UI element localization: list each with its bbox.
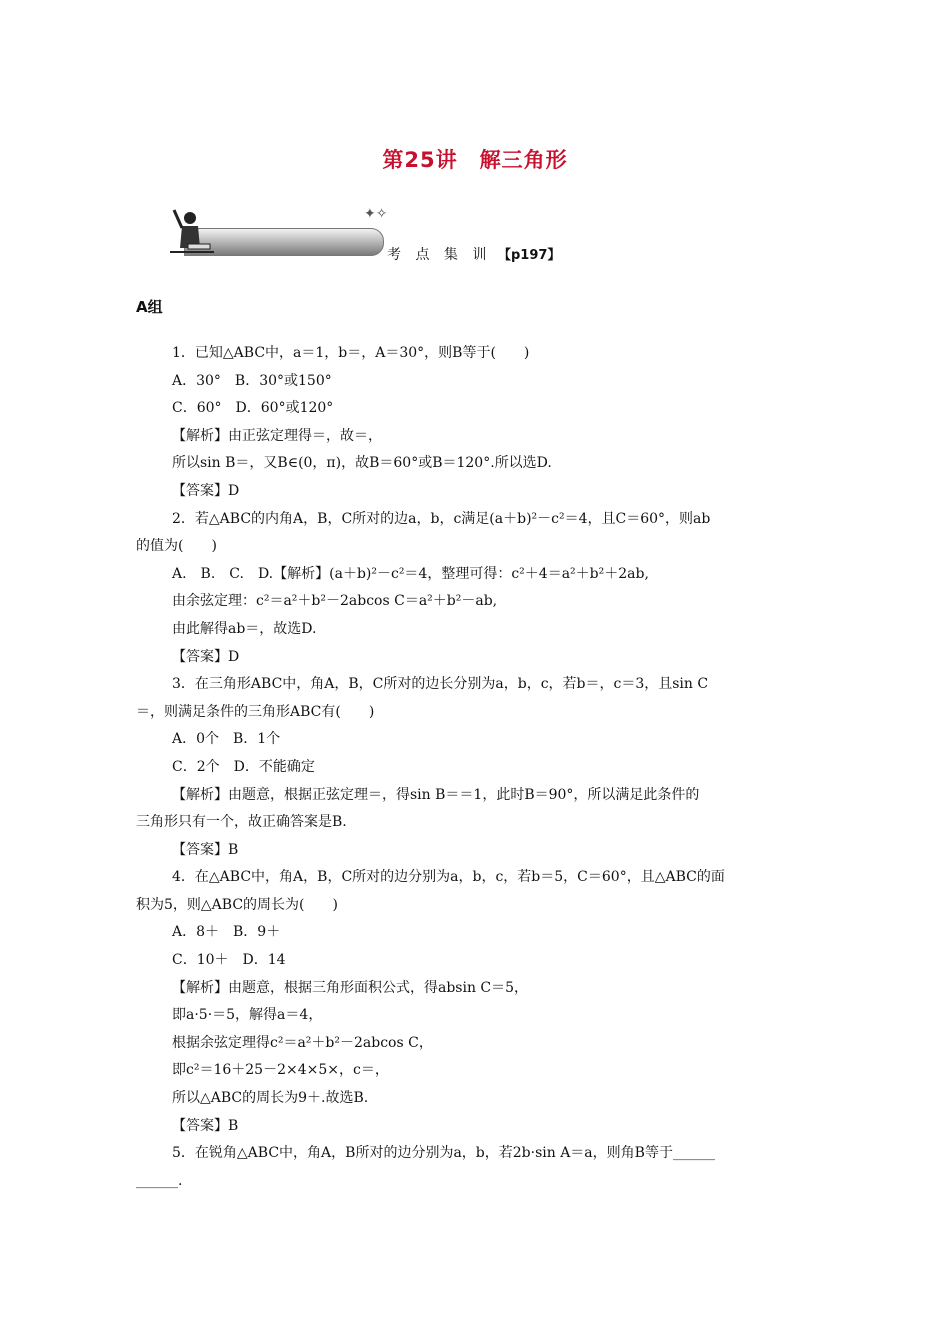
text-line: 【答案】B (172, 1117, 239, 1134)
text-line: 【答案】B (172, 841, 239, 858)
text-line: 【答案】D (172, 482, 240, 499)
question-list (136, 340, 816, 1195)
text-line: 【解析】由题意，根据三角形面积公式，得absin C＝5， (172, 979, 529, 996)
text-line: 所以△ABC的周长为9＋.故选B. (172, 1090, 369, 1107)
text-line: 4．在△ABC中，角A，B，C所对的边分别为a，b，c，若b＝5，C＝60°，且△ABC的面 (172, 869, 725, 886)
student-reading-icon (168, 204, 216, 260)
text-line: 1．已知△ABC中，a＝1，b＝，A＝30°，则B等于( ) (172, 345, 530, 361)
text-line: A．0个 B．1个 (172, 731, 281, 748)
text-line: A. B. C. D.【解析】(a＋b)²－c²＝4，整理可得：c²＋4＝a²＋b²＋2ab, (172, 565, 649, 582)
text-line: ______. (136, 1172, 183, 1189)
text-line: 即a·5·＝5，解得a＝4， (172, 1007, 323, 1024)
sparkle-icon: ✦✧ (364, 206, 388, 222)
text-line: 三角形只有一个，故正确答案是B. (136, 814, 347, 831)
text-line: C．10＋ D．14 (172, 952, 286, 969)
group-heading: A组 (136, 298, 163, 316)
page-reference: 【p197】 (498, 248, 561, 263)
text-line: 3．在三角形ABC中，角A，B，C所对的边长分别为a，b，c，若b＝，c＝3，且sin C (172, 676, 709, 693)
text-line: ＝，则满足条件的三角形ABC有( ) (136, 703, 375, 720)
text-line: 5．在锐角△ABC中，角A，B所对的边分别为a，b，若2b·sin A＝a，则角B等于______ (172, 1145, 715, 1162)
text-line: C．2个 D．不能确定 (172, 758, 315, 775)
text-line: C．60° D．60°或120° (172, 400, 334, 417)
text-line: 【答案】D (172, 648, 240, 665)
text-line: 【解析】由题意，根据正弦定理＝，得sin B＝＝1，此时B＝90°，所以满足此条件的 (172, 786, 700, 803)
text-line: A．30° B．30°或150° (172, 372, 332, 389)
page-title: 第25讲 解三角形 (382, 148, 568, 172)
text-line: 【解析】由正弦定理得＝，故＝， (172, 427, 382, 444)
text-line: 2．若△ABC的内角A，B，C所对的边a，b，c满足(a＋b)²－c²＝4，且C＝60°，则ab (172, 510, 711, 527)
text-line: 积为5，则△ABC的周长为( ) (136, 896, 338, 913)
text-line: 根据余弦定理得c²＝a²＋b²－2abcos C， (172, 1034, 433, 1051)
text-line: 的值为( ) (136, 538, 217, 555)
text-line: 即c²＝16＋25－2×4×5×，c＝， (172, 1062, 389, 1079)
banner-label: 考 点 集 训 (387, 247, 492, 263)
section-banner (168, 204, 568, 266)
text-line: A．8＋ B．9＋ (172, 924, 281, 941)
text-line: 所以sin B＝，又B∈(0，π)，故B＝60°或B＝120°.所以选D. (172, 455, 552, 472)
text-line: 由余弦定理：c²＝a²＋b²－2abcos C＝a²＋b²－ab, (172, 593, 498, 610)
text-line: 由此解得ab＝，故选D. (172, 620, 317, 637)
